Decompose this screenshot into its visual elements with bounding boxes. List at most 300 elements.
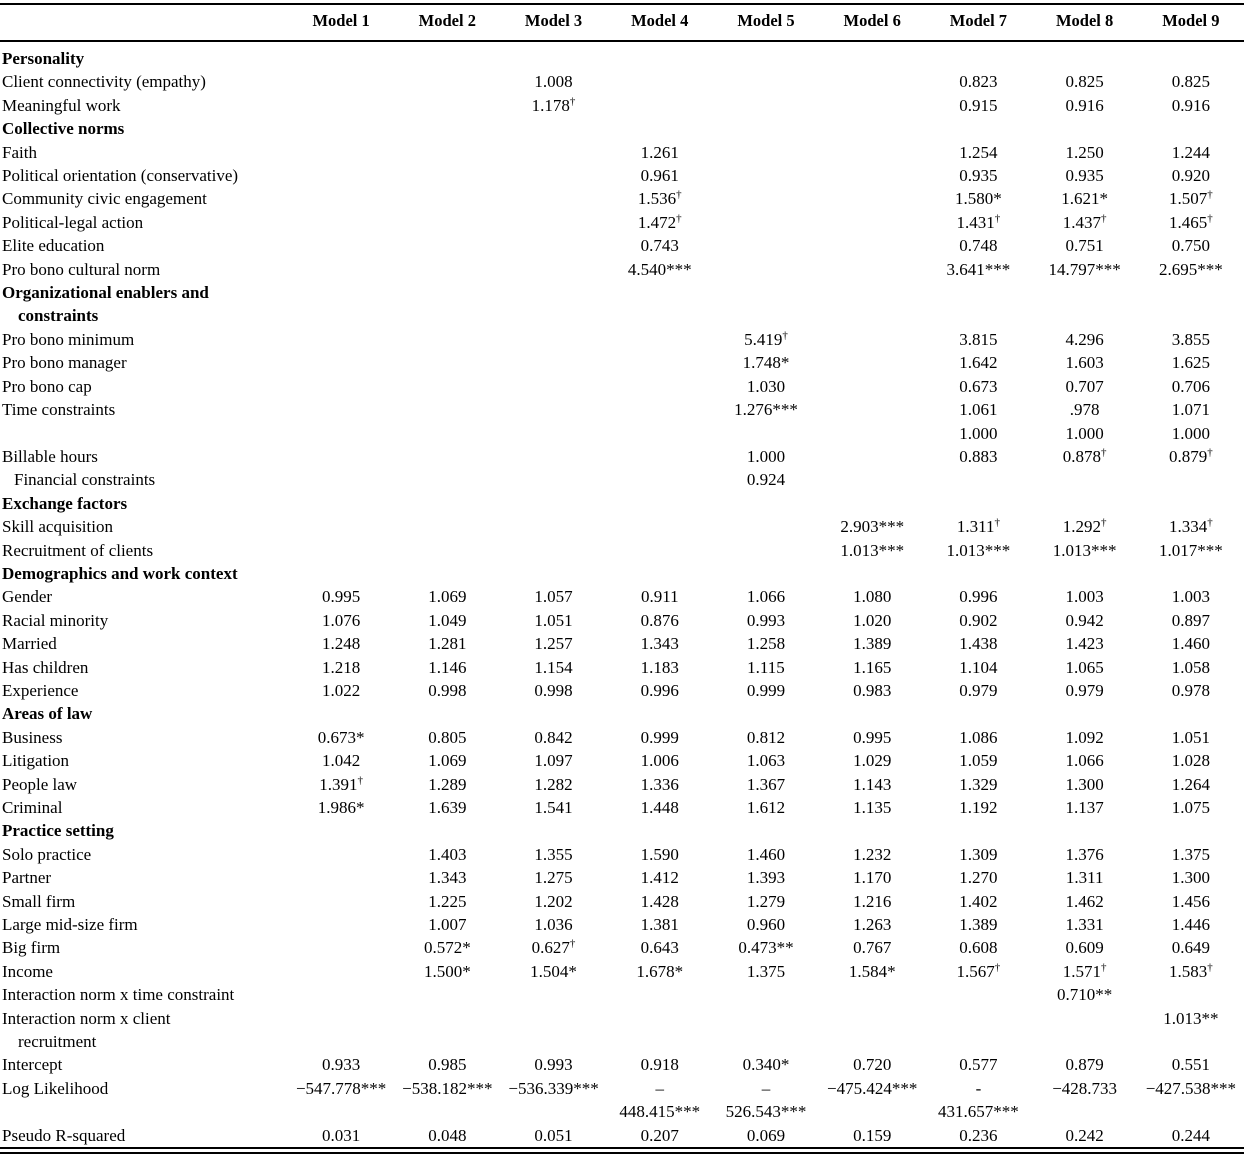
data-row: [0, 1053, 1244, 1076]
value-model-8: 1.311: [1065, 868, 1104, 888]
value-model-5: [713, 539, 819, 562]
value-model-2: [394, 211, 500, 234]
data-row: [0, 890, 1244, 913]
data-row: [0, 70, 1244, 93]
value-model-9: 0.897: [1171, 610, 1210, 630]
value-model-8: [1032, 702, 1138, 725]
row-label: Solo practice: [2, 844, 92, 864]
value-model-2: 0.985: [428, 1055, 467, 1075]
value-model-2: [394, 539, 500, 562]
value-model-8: 0.979: [1065, 680, 1104, 700]
data-row: [0, 187, 1244, 210]
value-model-1: 1.076: [321, 610, 361, 630]
column-header-model-7: Model 7: [925, 4, 1031, 41]
value-model-1: [288, 562, 394, 585]
value-model-9: 1.375: [1171, 844, 1210, 864]
value-model-3: 0.627†: [531, 937, 576, 958]
value-model-3: 1.275: [534, 868, 573, 888]
value-model-2: [394, 398, 500, 421]
section-header-row: [0, 702, 1244, 725]
value-model-9: 1.051: [1171, 727, 1210, 747]
value-model-7: 1.389: [959, 915, 998, 935]
value-model-5: 1.460: [746, 844, 786, 864]
value-model-5: [713, 211, 819, 234]
value-model-1: [288, 492, 394, 515]
value-model-8: [1032, 1007, 1138, 1054]
column-header-model-3: Model 3: [500, 4, 606, 41]
data-row: [0, 1124, 1244, 1151]
value-model-3: [500, 187, 606, 210]
value-model-2: [394, 468, 500, 491]
value-model-7: 0.915: [959, 95, 998, 115]
data-row: [0, 866, 1244, 889]
value-model-1: 1.391†: [319, 773, 363, 794]
value-model-8: .978: [1069, 400, 1100, 420]
value-model-7: 1.580*: [955, 189, 1002, 209]
value-model-1: [288, 445, 394, 468]
value-model-5: 1.375: [746, 961, 786, 981]
value-model-6: 1.216: [853, 891, 892, 911]
value-model-7: 0.236: [959, 1125, 998, 1145]
dagger-marker: †: [1207, 961, 1213, 974]
dagger-marker: †: [994, 212, 1001, 225]
value-model-2: [394, 94, 500, 117]
dagger-marker: †: [569, 937, 576, 950]
value-model-6: 1.013***: [840, 540, 905, 560]
value-model-3: [500, 328, 606, 351]
value-model-5: [713, 281, 819, 328]
value-model-2: 1.500*: [423, 961, 471, 981]
value-model-4: 0.207: [640, 1125, 679, 1145]
value-model-4: [607, 351, 713, 374]
value-model-6: 0.159: [853, 1125, 892, 1145]
value-model-3: [500, 141, 606, 164]
value-model-7: 1.311†: [956, 516, 1000, 537]
value-model-6: 1.232: [853, 844, 892, 864]
value-model-2: [394, 819, 500, 842]
value-model-4: [607, 445, 713, 468]
dagger-marker: †: [357, 773, 363, 786]
data-row: [0, 585, 1244, 608]
value-model-7: 1.104: [959, 657, 998, 677]
column-header-model-1: Model 1: [288, 4, 394, 41]
data-row: [0, 796, 1244, 819]
data-row: [0, 398, 1244, 421]
value-model-9: 0.706: [1171, 376, 1210, 396]
data-row: [0, 141, 1244, 164]
value-model-9: 1.003: [1171, 587, 1210, 607]
value-model-2: 0.572*: [423, 938, 471, 958]
row-label-line2: recruitment: [18, 1032, 97, 1052]
value-model-6: [819, 351, 925, 374]
value-model-2: 1.007: [428, 915, 467, 935]
value-model-4: [607, 328, 713, 351]
value-model-9: [1138, 562, 1244, 585]
column-header-model-5: Model 5: [713, 4, 819, 41]
value-model-6: 0.995: [853, 727, 892, 747]
value-model-7: 1.192: [959, 798, 998, 817]
data-row: [0, 1077, 1244, 1124]
value-model-5: [713, 983, 819, 1006]
value-model-2: 1.049: [428, 610, 467, 630]
value-model-4: 0.743: [640, 236, 679, 256]
value-model-3: 1.057: [534, 587, 573, 607]
value-model-5: 0.069: [746, 1125, 786, 1145]
value-model-6: [819, 211, 925, 234]
value-model-5: [713, 515, 819, 538]
value-model-9: 1.013**: [1163, 1008, 1219, 1028]
value-model-2: [394, 70, 500, 93]
value-model-9: 0.750: [1171, 236, 1210, 256]
value-model-8: 0.751: [1065, 236, 1104, 256]
value-model-6: 1.020: [853, 610, 892, 630]
value-model-7: 1.270: [959, 868, 998, 888]
value-model-3: 1.257: [534, 634, 573, 654]
value-model-7: [925, 281, 1031, 328]
value-model-8: 1.066: [1065, 751, 1104, 771]
value-model-7: 0.748: [959, 236, 998, 256]
data-row: [0, 679, 1244, 702]
value-model-2: [394, 422, 500, 445]
row-label: Racial minority: [2, 610, 109, 630]
value-model-1: [288, 398, 394, 421]
value-model-2: 1.281: [428, 634, 467, 654]
row-label: Personality: [2, 49, 85, 68]
value-model-2: [394, 515, 500, 538]
value-model-1: [288, 422, 394, 445]
value-model-8: [1032, 819, 1138, 842]
value-model-2: 1.146: [428, 657, 467, 677]
value-model-2: [394, 562, 500, 585]
value-model-7: - 431.657***: [938, 1078, 1019, 1122]
value-model-4: [607, 117, 713, 140]
value-model-6: [819, 234, 925, 257]
value-model-9: 1.625: [1171, 353, 1210, 373]
value-model-8: 14.797***: [1048, 259, 1121, 279]
value-model-5: [713, 492, 819, 515]
value-model-1: [288, 94, 394, 117]
data-row: [0, 539, 1244, 562]
value-model-4: [607, 375, 713, 398]
value-model-2: [394, 141, 500, 164]
value-model-1: [288, 866, 394, 889]
value-model-3: [500, 211, 606, 234]
value-model-7: [925, 1007, 1031, 1054]
value-model-4: 1.472†: [637, 212, 682, 232]
value-model-9: 1.456: [1171, 891, 1210, 911]
value-model-6: −475.424***: [827, 1078, 918, 1098]
value-model-8: 1.462: [1065, 891, 1104, 911]
row-label: Gender: [2, 587, 53, 607]
value-model-2: [394, 983, 500, 1006]
value-model-5: 1.030: [746, 376, 786, 396]
data-row: [0, 773, 1244, 796]
row-label: Large mid-size firm: [2, 915, 138, 935]
value-model-1: [288, 351, 394, 374]
data-row: [0, 211, 1244, 234]
value-model-3: [500, 562, 606, 585]
dagger-marker: †: [569, 95, 576, 108]
column-header-model-8: Model 8: [1032, 4, 1138, 41]
value-model-6: 1.389: [853, 634, 892, 654]
data-row: [0, 328, 1244, 351]
value-model-6: 1.029: [853, 751, 892, 771]
value-model-8: 1.376: [1065, 844, 1104, 864]
value-model-6: [819, 819, 925, 842]
row-label: Log Likelihood: [2, 1078, 109, 1098]
value-model-5: 1.115: [747, 657, 785, 677]
row-label: Pro bono cultural norm: [2, 259, 161, 279]
value-model-8: −428.733: [1052, 1078, 1118, 1098]
row-label-line2: constraints: [18, 306, 99, 326]
value-model-7: [925, 819, 1031, 842]
value-model-9: 1.028: [1171, 751, 1210, 771]
row-label: Partner: [2, 868, 52, 888]
value-model-8: 0.935: [1065, 166, 1104, 186]
value-model-3: [500, 375, 606, 398]
data-row: [0, 375, 1244, 398]
value-model-9: 0.649: [1171, 938, 1210, 958]
value-model-9: 0.825: [1171, 72, 1210, 92]
value-model-9: 1.244: [1171, 142, 1210, 162]
value-model-8: 1.621*: [1061, 189, 1109, 209]
value-model-9: 1.583†: [1169, 961, 1213, 981]
row-label: [0, 422, 288, 445]
value-model-4: 0.911: [640, 587, 679, 607]
value-model-2: [394, 351, 500, 374]
value-model-9: 1.017***: [1159, 540, 1223, 560]
data-row: [0, 609, 1244, 632]
value-model-2: [394, 445, 500, 468]
value-model-5: 0.999: [746, 680, 786, 700]
value-model-4: [607, 398, 713, 421]
value-model-1: 1.248: [321, 634, 361, 654]
value-model-7: 1.000: [959, 423, 998, 443]
value-model-3: 0.051: [534, 1125, 573, 1145]
value-model-2: 1.069: [428, 751, 467, 771]
row-label: Criminal: [2, 798, 63, 817]
value-model-9: [1138, 819, 1244, 842]
row-label: Community civic engagement: [2, 189, 207, 209]
value-model-6: [819, 117, 925, 140]
value-model-1: [288, 164, 394, 187]
value-model-7: 1.309: [959, 844, 998, 864]
value-model-4: 0.643: [640, 938, 679, 958]
value-model-4: 0.996: [640, 680, 679, 700]
value-model-3: [500, 422, 606, 445]
value-model-7: 0.996: [959, 587, 998, 607]
value-model-1: 0.031: [321, 1125, 361, 1145]
value-model-5: 1.367: [746, 774, 786, 794]
dagger-marker: †: [1207, 516, 1213, 529]
value-model-2: 1.343: [428, 868, 467, 888]
row-label: Practice setting: [2, 821, 114, 841]
value-model-5: [713, 164, 819, 187]
value-model-6: [819, 445, 925, 468]
value-model-6: [819, 187, 925, 210]
value-model-5: [713, 94, 819, 117]
value-model-8: 0.825: [1065, 72, 1104, 92]
value-model-8: 0.879: [1065, 1055, 1104, 1075]
value-model-7: [925, 41, 1031, 70]
value-model-2: [394, 258, 500, 281]
value-model-3: 1.051: [534, 610, 573, 630]
value-model-6: 1.143: [853, 774, 892, 794]
row-label: Recruitment of clients: [2, 540, 154, 560]
value-model-1: [288, 117, 394, 140]
value-model-3: [500, 351, 606, 374]
value-model-4: 1.536†: [637, 188, 682, 209]
row-label: Intercept: [2, 1055, 63, 1075]
value-model-3: 1.008: [534, 72, 573, 92]
value-model-3: [500, 234, 606, 257]
row-label: Organizational enablers and constraints: [0, 281, 288, 328]
value-model-3: 1.282: [534, 774, 573, 794]
value-model-1: 1.022: [321, 680, 361, 700]
value-model-5: 1.066: [746, 587, 786, 607]
row-label: Skill acquisition: [2, 517, 113, 537]
value-model-1: 0.995: [321, 587, 361, 607]
value-model-4: 1.381: [640, 915, 679, 935]
value-model-8: 1.603: [1065, 353, 1104, 373]
value-model-1: [288, 187, 394, 210]
value-model-1: 0.933: [321, 1055, 361, 1075]
value-model-7: [925, 702, 1031, 725]
value-model-8: 1.092: [1065, 727, 1104, 747]
row-label: Demographics and work context: [2, 563, 238, 583]
value-model-8: 1.250: [1065, 142, 1104, 162]
value-model-6: [819, 398, 925, 421]
value-model-3: [500, 515, 606, 538]
value-model-6: [819, 422, 925, 445]
value-model-2: 0.998: [428, 680, 467, 700]
value-model-5: 1.276***: [734, 400, 798, 420]
value-model-2: 0.048: [428, 1125, 467, 1145]
value-model-6: [819, 258, 925, 281]
data-row: [0, 936, 1244, 959]
column-header-model-9: Model 9: [1138, 4, 1244, 41]
value-model-4: 4.540***: [627, 259, 692, 279]
dagger-marker: †: [676, 188, 682, 201]
data-row: [0, 351, 1244, 374]
dagger-marker: †: [1101, 961, 1107, 974]
value-model-6: 1.584*: [848, 961, 896, 981]
value-model-9: 0.879†: [1169, 446, 1213, 466]
value-model-3: [500, 492, 606, 515]
value-model-9: 1.446: [1171, 915, 1210, 935]
data-row: [0, 258, 1244, 281]
row-label: Billable hours: [2, 446, 98, 466]
value-model-4: [607, 539, 713, 562]
value-model-2: [394, 328, 500, 351]
value-model-4: 1.412: [640, 868, 679, 888]
row-label: Married: [2, 634, 57, 654]
value-model-1: [288, 70, 394, 93]
value-model-3: [500, 539, 606, 562]
row-label: Interaction norm x client recruitment: [0, 1007, 288, 1054]
value-model-9: 0.244: [1171, 1125, 1210, 1145]
value-model-3: 1.097: [534, 751, 573, 771]
table-head: [0, 4, 1244, 41]
value-model-3: [500, 819, 606, 842]
value-model-1: [288, 983, 394, 1006]
value-model-5: [713, 1007, 819, 1054]
value-model-4: [607, 468, 713, 491]
value-model-9: 1.264: [1171, 774, 1210, 794]
value-model-1: [288, 936, 394, 959]
row-label: Experience: [2, 680, 79, 700]
value-model-6: 2.903***: [840, 517, 905, 537]
value-model-4: [607, 94, 713, 117]
value-model-3: [500, 468, 606, 491]
value-model-7: [925, 117, 1031, 140]
value-model-9: 2.695***: [1159, 259, 1223, 279]
value-model-5: 0.993: [746, 610, 786, 630]
value-model-2: [394, 281, 500, 328]
value-model-2: [394, 375, 500, 398]
value-model-4: 1.343: [640, 634, 679, 654]
row-label: Pro bono cap: [2, 376, 92, 396]
value-model-1: 1.218: [321, 657, 361, 677]
dagger-marker: †: [676, 212, 682, 225]
data-row: [0, 960, 1244, 983]
value-model-2: 1.225: [428, 891, 467, 911]
dagger-marker: †: [1207, 446, 1213, 459]
value-model-1: [288, 539, 394, 562]
value-model-8: 1.000: [1065, 423, 1104, 443]
value-model-9: 1.075: [1171, 798, 1210, 817]
value-model-5: 1.748*: [742, 353, 790, 373]
value-model-7: [925, 492, 1031, 515]
data-row: [0, 1007, 1244, 1054]
value-model-8: 0.942: [1065, 610, 1104, 630]
data-row: [0, 234, 1244, 257]
value-model-7: 1.329: [959, 774, 998, 794]
value-model-8: 1.571†: [1062, 961, 1107, 981]
value-model-6: 1.080: [853, 587, 892, 607]
value-model-5: [713, 187, 819, 210]
value-model-3: [500, 445, 606, 468]
value-model-2: [394, 187, 500, 210]
value-model-5: 1.063: [746, 751, 786, 771]
data-row: [0, 422, 1244, 445]
value-model-7: 3.641***: [946, 259, 1011, 279]
value-model-7: 1.013***: [946, 540, 1011, 560]
value-model-9: [1138, 492, 1244, 515]
column-header-model-6: Model 6: [819, 4, 925, 41]
value-model-4: [607, 492, 713, 515]
row-label: Time constraints: [2, 400, 116, 420]
value-model-5: 1.393: [746, 868, 786, 888]
value-model-3: −536.339***: [508, 1078, 599, 1098]
value-model-4: 1.006: [640, 751, 679, 771]
value-model-7: 0.577: [959, 1055, 998, 1075]
value-model-3: 0.842: [534, 727, 573, 747]
data-row: [0, 164, 1244, 187]
row-label: Business: [2, 727, 63, 747]
value-model-9: −427.538***: [1145, 1078, 1237, 1098]
data-row: [0, 468, 1244, 491]
value-model-7: 1.567†: [956, 961, 1001, 981]
value-model-8: 1.437†: [1062, 212, 1107, 232]
value-model-8: [1032, 117, 1138, 140]
value-model-4: 0.961: [640, 166, 679, 186]
value-model-4: [607, 819, 713, 842]
value-model-9: 1.058: [1171, 657, 1210, 677]
value-model-5: 1.000: [746, 446, 786, 466]
value-model-7: 1.254: [959, 142, 998, 162]
value-model-7: 1.642: [959, 353, 998, 373]
